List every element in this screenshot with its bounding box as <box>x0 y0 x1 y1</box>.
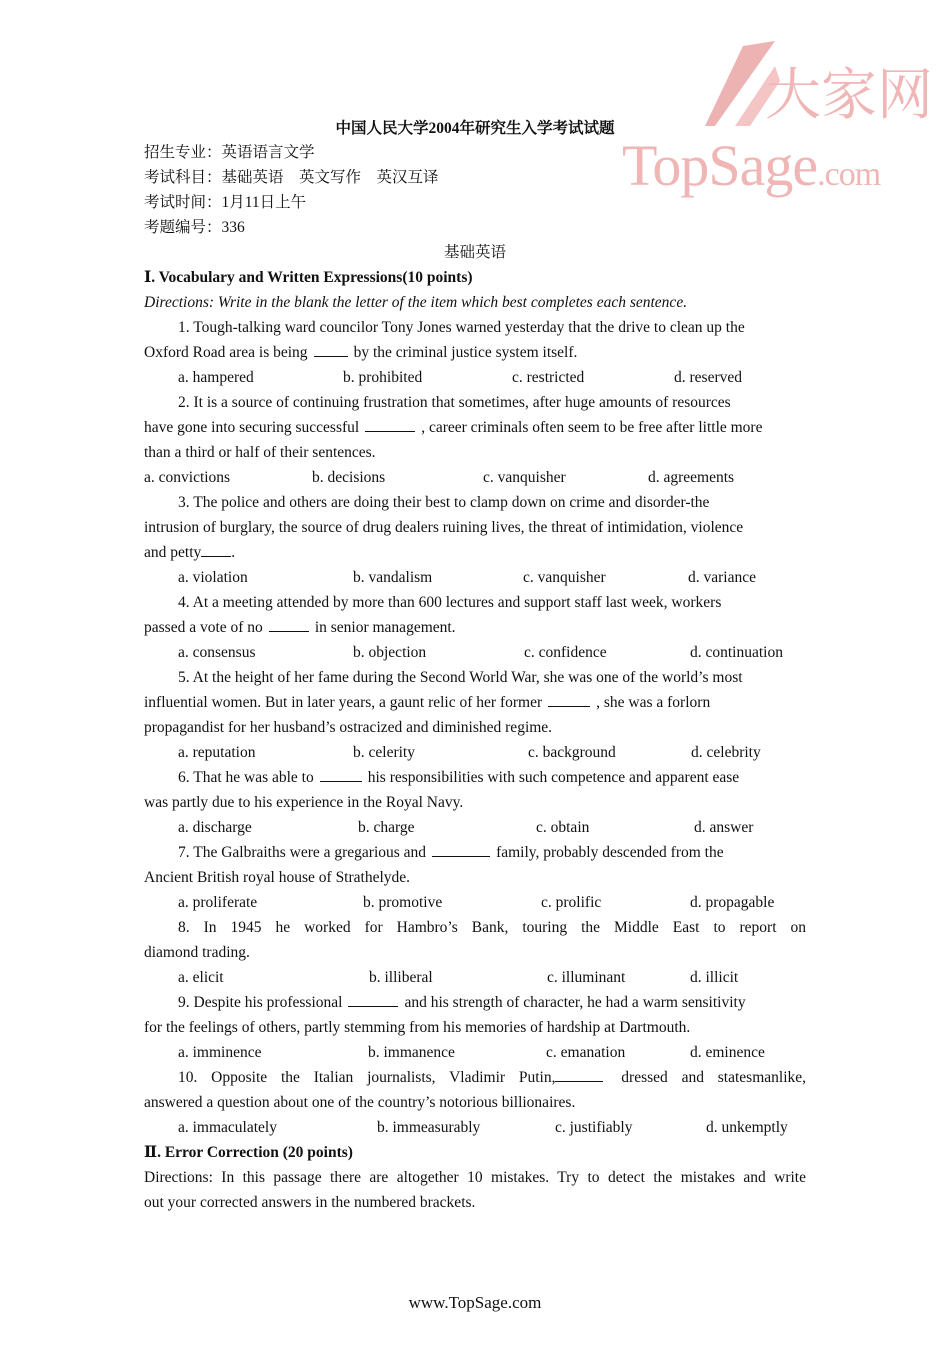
q3-option-b: b. vandalism <box>353 569 433 586</box>
exam-major: 招生专业：英语语言文学 <box>144 144 315 161</box>
q2-option-d: d. agreements <box>648 469 735 486</box>
q6-text-cont: was partly due to his experience in the Royal Navy. <box>144 794 464 811</box>
q1-option-b: b. prohibited <box>343 369 423 386</box>
answer-blank <box>548 692 590 707</box>
exam-code: 考题编号：336 <box>144 219 245 236</box>
answer-blank <box>269 617 309 632</box>
q7-option-c: c. prolific <box>541 894 602 911</box>
q6-option-a: a. discharge <box>178 819 252 836</box>
q3-option-a: a. violation <box>178 569 248 586</box>
q7-option-d: d. propagable <box>690 894 775 911</box>
q9-option-c: c. emanation <box>546 1044 626 1061</box>
q6-option-b: b. charge <box>358 819 415 836</box>
q6-option-c: c. obtain <box>536 819 590 836</box>
q8-text: 8. In 1945 he worked for Hambro’s Bank, touring the Middle East to report on <box>178 919 806 936</box>
part1-directions: Directions: Write in the blank the letter of the item which best completes each sentence. <box>144 294 688 311</box>
answer-blank <box>348 992 398 1007</box>
q10-option-a: a. immaculately <box>178 1119 277 1136</box>
q3-text: 3. The police and others are doing their best to clamp down on crime and disorder-the <box>178 494 710 511</box>
q10-option-b: b. immeasurably <box>377 1119 481 1136</box>
q8-option-a: a. elicit <box>178 969 224 986</box>
q4-text: 4. At a meeting attended by more than 600 lectures and support staff last week, workers <box>178 594 722 611</box>
q10-option-c: c. justifiably <box>555 1119 633 1136</box>
answer-blank <box>365 417 415 432</box>
q2-option-b: b. decisions <box>312 469 386 486</box>
q7-text: 7. The Galbraiths were a gregarious and family, probably descended from the <box>178 844 724 861</box>
watermark-en: TopSage.com <box>622 133 881 198</box>
q1-text: 1. Tough-talking ward councilor Tony Jones warned yesterday that the drive to clean up the <box>178 319 745 336</box>
q5-option-c: c. background <box>528 744 616 761</box>
q2-option-c: c. vanquisher <box>483 469 566 486</box>
exam-title: 中国人民大学2004年研究生入学考试试题 <box>335 120 615 137</box>
q5-option-a: a. reputation <box>178 744 256 761</box>
q7-option-a: a. proliferate <box>178 894 258 911</box>
section-title: 基础英语 <box>443 244 506 261</box>
q1-option-d: d. reserved <box>674 369 742 386</box>
q6-option-d: d. answer <box>694 819 754 836</box>
q5-option-d: d. celebrity <box>691 744 761 761</box>
q1-option-a: a. hampered <box>178 369 254 386</box>
q6-text: 6. That he was able to his responsibilities with such competence and apparent ease <box>178 769 740 786</box>
watermark-zh: 大家网 <box>765 63 933 128</box>
part2-heading: Ⅱ. Error Correction (20 points) <box>144 1144 353 1161</box>
q3-option-d: d. variance <box>688 569 756 586</box>
q9-text: 9. Despite his professional and his strength of character, he had a warm sensitivity <box>178 994 746 1011</box>
q10-option-d: d. unkemptly <box>706 1119 788 1136</box>
q5-text: 5. At the height of her fame during the Second World War, she was one of the world’s most influential women. But in later years, a gaunt relic of her former , she was a forlorn propagandist for her husband’s ostracized and diminished regime. <box>144 669 743 736</box>
part2-directions-cont: out your corrected answers in the numbered brackets. <box>144 1194 476 1211</box>
answer-blank <box>201 542 231 557</box>
exam-subjects: 考试科目：基础英语 英文写作 英汉互译 <box>144 169 439 186</box>
q4-text-cont: passed a vote of no in senior management. <box>144 619 456 636</box>
q9-option-a: a. imminence <box>178 1044 262 1061</box>
q1-text-cont: Oxford Road area is being by the criminal justice system itself. <box>144 344 578 361</box>
q2-option-a: a. convictions <box>144 469 231 486</box>
q4-option-b: b. objection <box>353 644 427 661</box>
q8-text-cont: diamond trading. <box>144 944 250 961</box>
exam-time: 考试时间：1月11日上午 <box>144 194 307 211</box>
q4-option-c: c. confidence <box>524 644 607 661</box>
q3-text-end: and petty . <box>144 544 236 561</box>
q3-text-cont: intrusion of burglary, the source of drug dealers ruining lives, the threat of intimidation, violence <box>144 519 744 536</box>
answer-blank <box>432 842 490 857</box>
answer-blank <box>314 342 348 357</box>
q3-option-c: c. vanquisher <box>523 569 606 586</box>
q10-text-cont: answered a question about one of the country’s notorious billionaires. <box>144 1094 576 1111</box>
q9-option-d: d. eminence <box>690 1044 765 1061</box>
q7-option-b: b. promotive <box>363 894 443 911</box>
q4-option-d: d. continuation <box>690 644 783 661</box>
q8-option-d: d. illicit <box>690 969 739 986</box>
q1-option-c: c. restricted <box>512 369 585 386</box>
q8-option-c: c. illuminant <box>547 969 626 986</box>
q2-text: 2. It is a source of continuing frustration that sometimes, after huge amounts of resources have gone into securing successful , career criminals often seem to be free after little more than a third or half of their sentences. <box>144 394 763 461</box>
part1-heading: Ⅰ. Vocabulary and Written Expressions(10 points) <box>144 269 473 286</box>
q9-text-cont: for the feelings of others, partly stemming from his memories of hardship at Dartmouth. <box>144 1019 691 1036</box>
answer-blank <box>320 767 362 782</box>
q4-option-a: a. consensus <box>178 644 256 661</box>
q5-option-b: b. celerity <box>353 744 415 761</box>
part2-directions: Directions: In this passage there are altogether 10 mistakes. Try to detect the mistakes and write <box>144 1169 806 1186</box>
answer-blank <box>555 1067 603 1082</box>
q8-option-b: b. illiberal <box>369 969 433 986</box>
footer-url: www.TopSage.com <box>408 1293 542 1312</box>
q9-option-b: b. immanence <box>368 1044 455 1061</box>
q7-text-cont: Ancient British royal house of Strathelyde. <box>144 869 411 886</box>
q10-text: 10. Opposite the Italian journalists, Vladimir Putin, dressed and statesmanlike, <box>178 1069 806 1086</box>
